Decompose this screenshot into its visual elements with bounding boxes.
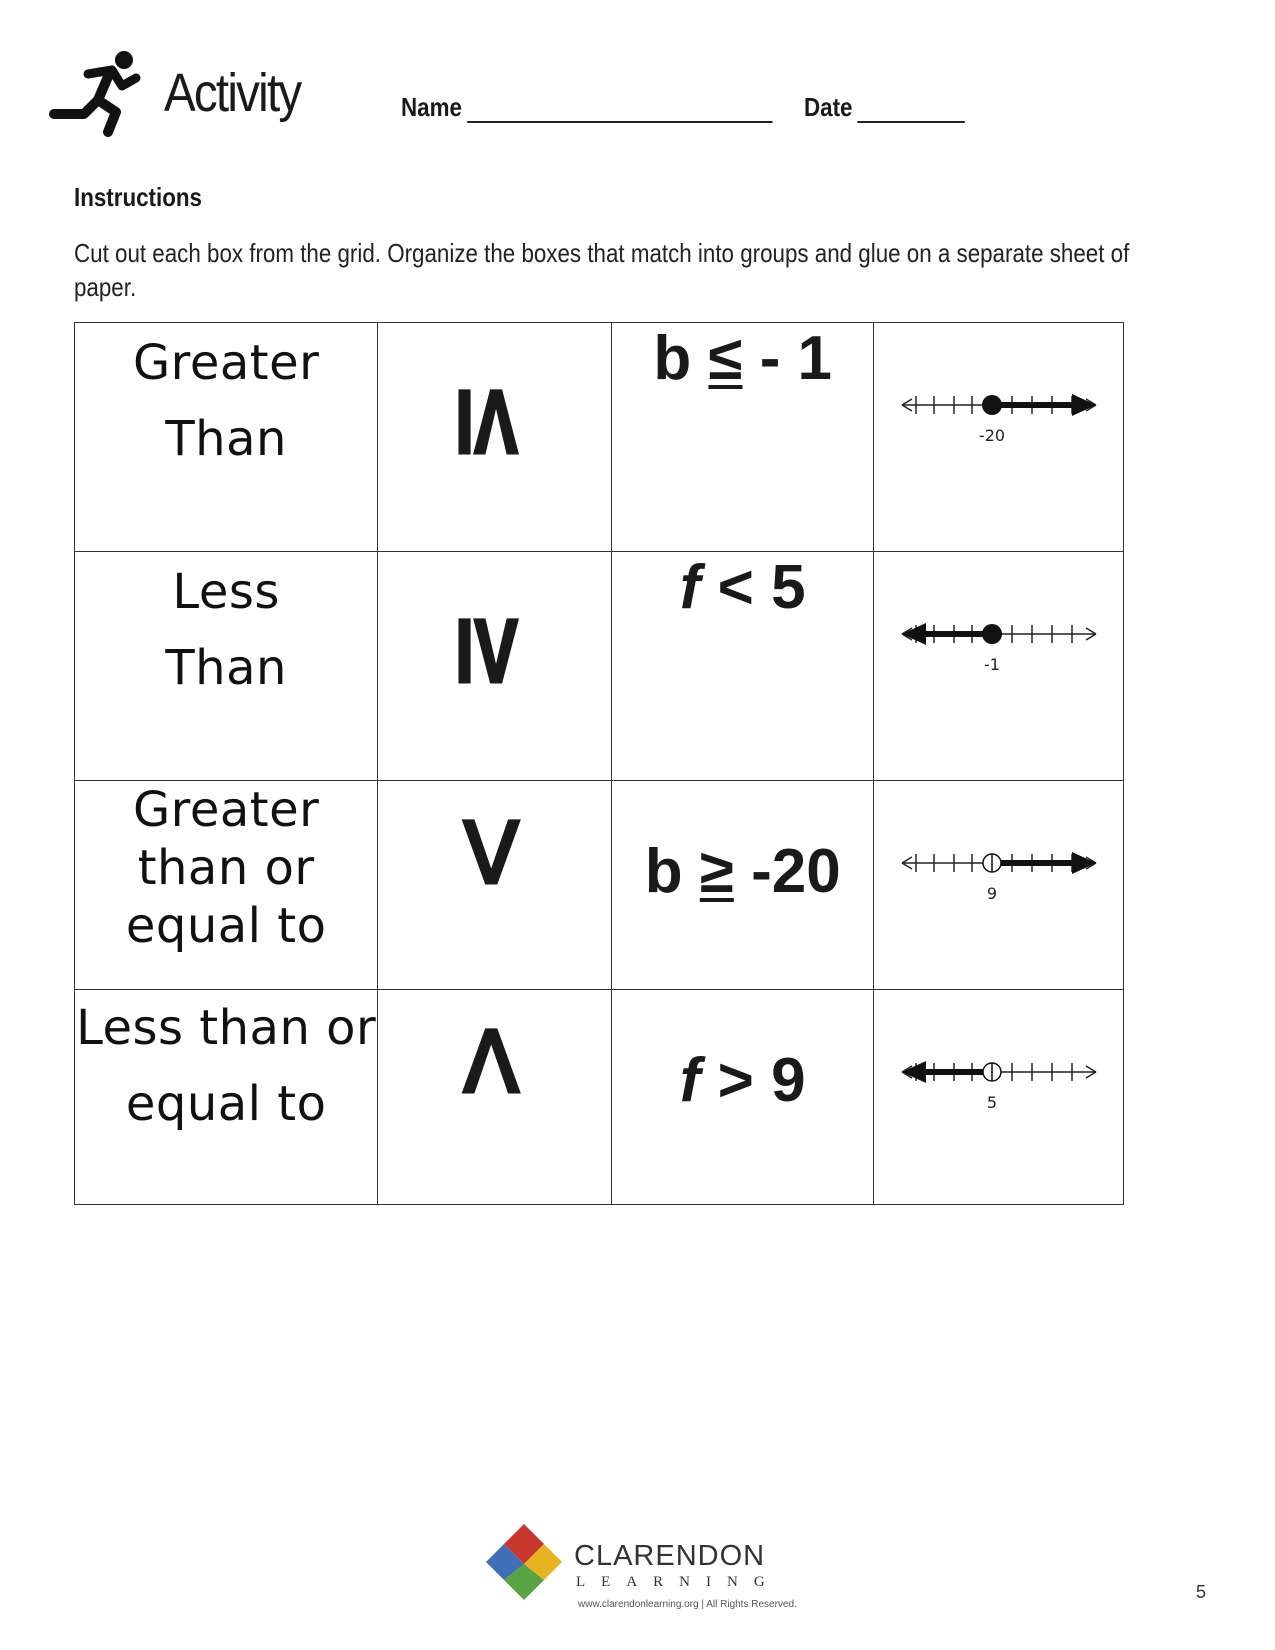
- word-line: Less than or: [76, 1000, 377, 1056]
- ineq-rhs: 9: [771, 1046, 806, 1115]
- grid-row: [75, 781, 1124, 990]
- closed-endpoint: [982, 395, 1002, 415]
- word-line: Greater: [132, 335, 320, 391]
- grid-row: [75, 323, 1124, 552]
- page-header: [48, 48, 1048, 138]
- running-person-icon: [48, 48, 144, 138]
- inequality-cell: [611, 990, 873, 1205]
- ray-arrowhead: [1072, 394, 1096, 416]
- inequality-cell: [611, 323, 873, 552]
- ineq-rhs: -20: [751, 837, 841, 906]
- symbol-text: ≥: [433, 607, 556, 695]
- number-line: [896, 841, 1106, 921]
- date-blank-line[interactable]: [858, 99, 965, 123]
- date-field: [804, 92, 965, 123]
- number-line: [896, 383, 1106, 463]
- cutout-grid: [74, 322, 1124, 1205]
- symbol-text: >: [433, 808, 556, 896]
- brand-name: CLARENDON: [574, 1540, 766, 1572]
- symbol-text: <: [433, 1017, 556, 1105]
- number-line: [896, 1050, 1106, 1130]
- inequality-text: [612, 552, 873, 623]
- date-label: Date: [804, 92, 853, 122]
- closed-endpoint: [982, 624, 1002, 644]
- word-cell: [75, 552, 378, 781]
- instructions-text: Cut out each box from the grid. Organize the boxes that match into groups and glue on a separate sheet of paper.: [74, 238, 1130, 302]
- numberline-cell: [874, 990, 1124, 1205]
- numberline-label: -1: [984, 655, 1001, 674]
- symbol-cell: [378, 323, 612, 552]
- word-cell: [75, 990, 378, 1205]
- grid-row: [75, 552, 1124, 781]
- activity-title: Activity: [164, 63, 301, 123]
- word-cell: [75, 323, 378, 552]
- inequality-cell: [611, 552, 873, 781]
- ineq-rhs: 5: [771, 553, 806, 622]
- brand-sub: LEARNING: [576, 1574, 781, 1590]
- word-line: Than: [165, 640, 287, 696]
- inequality-text: [612, 323, 873, 394]
- inequality-cell: [611, 781, 873, 990]
- numberline-cell: [874, 552, 1124, 781]
- ray-arrowhead: [902, 1061, 926, 1083]
- ineq-var: b: [653, 324, 692, 393]
- word-cell: [75, 781, 378, 990]
- numberline-cell: [874, 323, 1124, 552]
- clarendon-logo: [484, 1520, 797, 1610]
- ineq-var: f: [679, 553, 701, 622]
- word-line: equal to: [125, 1076, 327, 1132]
- name-field: [401, 92, 772, 123]
- word-line: equal to: [125, 898, 327, 954]
- number-line: [896, 612, 1106, 692]
- ineq-var: f: [679, 1046, 701, 1115]
- symbol-text: ≤: [433, 378, 556, 466]
- numberline-label: -20: [979, 426, 1006, 445]
- ineq-op: >: [717, 1046, 754, 1115]
- ray-arrowhead: [902, 623, 926, 645]
- grid-row: [75, 990, 1124, 1205]
- name-label: Name: [401, 92, 462, 122]
- name-blank-line[interactable]: [467, 99, 772, 123]
- inequality-text: [612, 1045, 873, 1116]
- word-line: Than: [165, 411, 287, 467]
- ineq-op: ≤: [708, 324, 743, 393]
- ineq-op: ≥: [699, 837, 734, 906]
- word-line: Less: [172, 564, 280, 620]
- inequality-text: [612, 836, 873, 907]
- numberline-label: 5: [987, 1093, 998, 1112]
- numberline-label: 9: [987, 884, 998, 903]
- instructions-heading: Instructions: [74, 182, 202, 212]
- brand-url: www.clarendonlearning.org | All Rights Reserved.: [578, 1599, 797, 1610]
- ineq-var: b: [644, 837, 683, 906]
- page-number: 5: [1196, 1582, 1207, 1602]
- ineq-rhs: - 1: [759, 324, 833, 393]
- word-line: Greater: [132, 782, 320, 838]
- numberline-cell: [874, 781, 1124, 990]
- ray-arrowhead: [1072, 852, 1096, 874]
- word-line: than or: [137, 840, 315, 896]
- ineq-op: <: [717, 553, 754, 622]
- puzzle-logo-icon: [484, 1522, 564, 1602]
- symbol-cell: [378, 990, 612, 1205]
